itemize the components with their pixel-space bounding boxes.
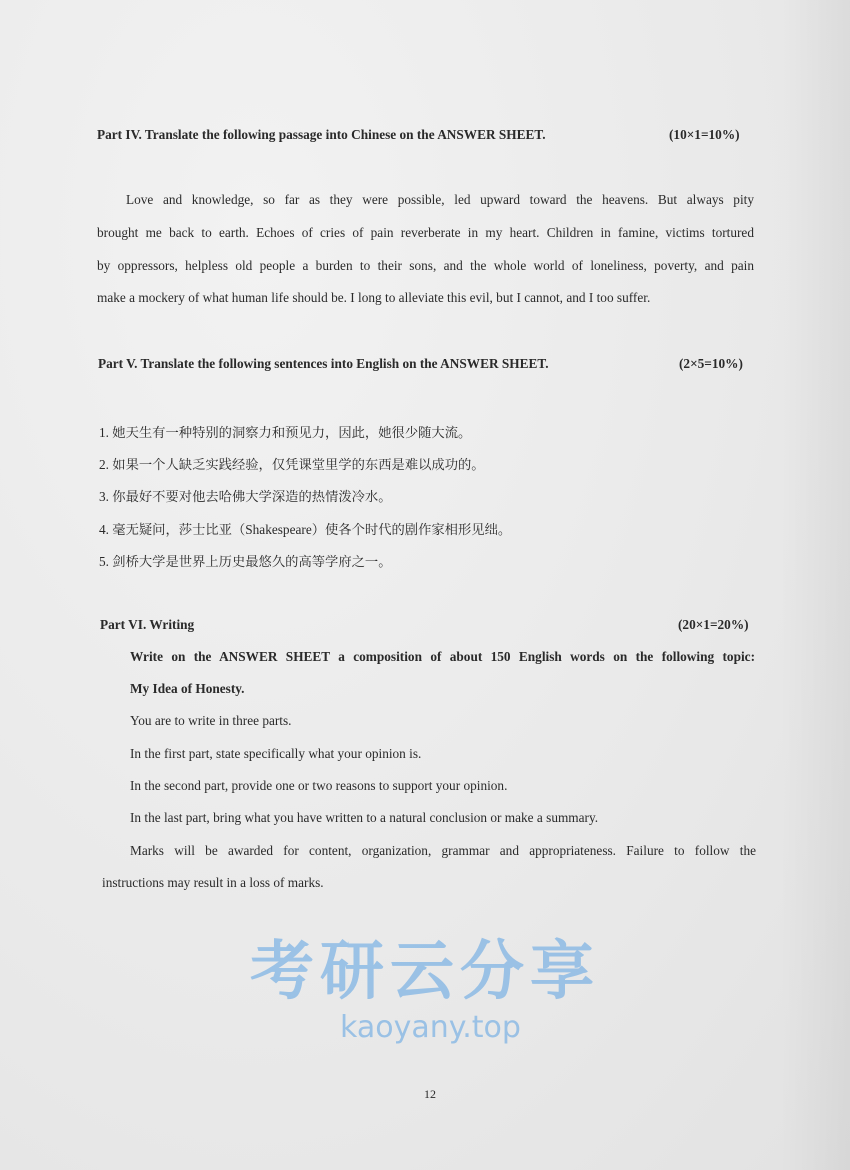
watermark-cn-text: 考研云分享 (250, 935, 600, 1009)
part6-line: You are to write in three parts. (130, 713, 292, 728)
part6-score: (20×1=20%) (678, 617, 749, 632)
sentence-item: 2. 如果一个人缺乏实践经验，仅凭课堂里学的东西是难以成功的。 (99, 457, 485, 472)
part5-score: (2×5=10%) (679, 356, 743, 371)
sentence-item: 5. 剑桥大学是世界上历史最悠久的高等学府之一。 (99, 554, 392, 569)
passage-line: brought me back to earth. Echoes of cries of pain reverberate in my heart. Children in famine, victims tortured (97, 225, 754, 240)
part6-marks-line: Marks will be awarded for content, organization, grammar and appropriateness. Failure to follow the (130, 843, 756, 858)
part6-heading: Part VI. Writing (100, 617, 195, 632)
sentence-item: 1. 她天生有一种特别的洞察力和预见力，因此，她很少随大流。 (99, 425, 472, 440)
part5-heading: Part V. Translate the following sentences into English on the ANSWER SHEET. (98, 356, 549, 371)
passage-line: make a mockery of what human life should be. I long to alleviate this evil, but I cannot, and I too suffer. (97, 290, 651, 305)
part6-topic: My Idea of Honesty. (130, 681, 245, 696)
part4-heading: Part IV. Translate the following passage into Chinese on the ANSWER SHEET. (97, 127, 546, 142)
part6-line: In the second part, provide one or two reasons to support your opinion. (130, 778, 508, 793)
sentence-item: 4. 毫无疑问，莎士比亚（Shakespeare）使各个时代的剧作家相形见绌。 (99, 522, 512, 537)
page-number: 12 (424, 1087, 436, 1101)
passage-line: by oppressors, helpless old people a burden to their sons, and the whole world of loneliness, poverty, and pain (97, 258, 754, 273)
part6-line: In the first part, state specifically what your opinion is. (130, 746, 422, 761)
passage-line: Love and knowledge, so far as they were possible, led upward toward the heavens. But always pity (126, 192, 754, 207)
sentence-item: 3. 你最好不要对他去哈佛大学深造的热情泼冷水。 (99, 489, 392, 504)
part6-instruction: Write on the ANSWER SHEET a composition of about 150 English words on the following topic: (130, 649, 755, 664)
part6-marks-line: instructions may result in a loss of marks. (102, 875, 324, 890)
paper-edge-shadow (780, 0, 850, 1170)
watermark-url-text: kaoyany.top (340, 1010, 521, 1045)
part4-score: (10×1=10%) (669, 127, 740, 142)
part6-line: In the last part, bring what you have written to a natural conclusion or make a summary. (130, 810, 599, 825)
